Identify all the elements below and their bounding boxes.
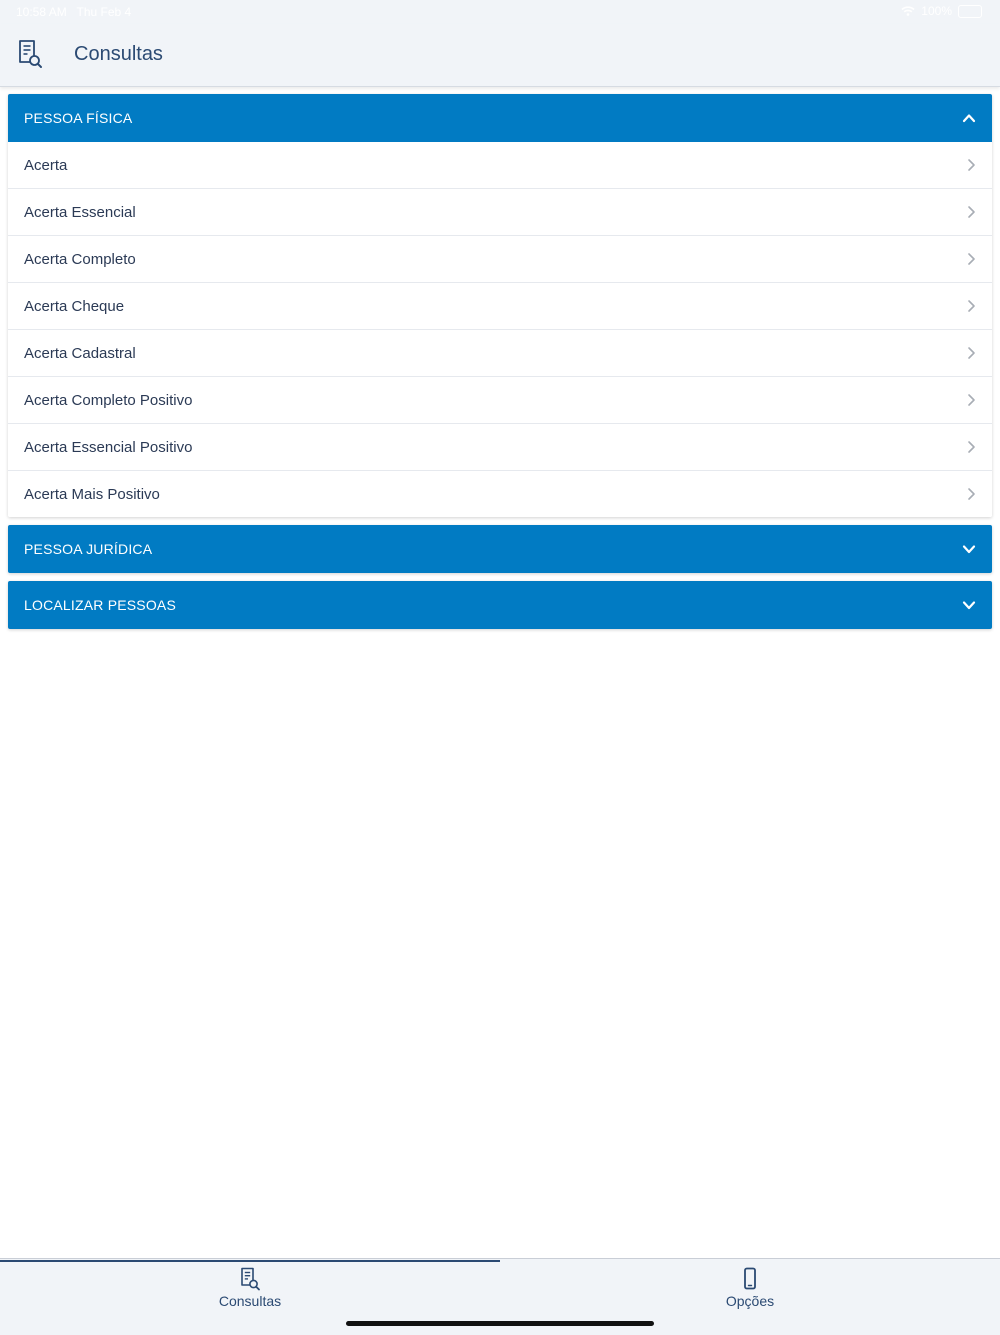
status-date-value: Thu Feb 4	[76, 5, 132, 19]
consultas-list	[8, 94, 992, 637]
list-item-acerta-essencial[interactable]	[8, 189, 992, 236]
tab-consultas[interactable]	[0, 1267, 500, 1315]
chevron-right-icon	[966, 487, 976, 501]
list-item-label: Acerta Cadastral	[24, 344, 136, 362]
battery-icon	[958, 5, 982, 18]
chevron-right-icon	[966, 205, 976, 219]
list-item-label: Acerta Cheque	[24, 297, 125, 315]
tab-label: Opções	[725, 1293, 775, 1309]
list-item-acerta-essencial-positivo[interactable]	[8, 424, 992, 471]
status-time	[16, 5, 131, 19]
section-header-localizar-pessoas[interactable]	[8, 581, 992, 629]
tab-label: Consultas	[218, 1293, 282, 1309]
home-indicator	[346, 1321, 654, 1326]
document-search-icon	[17, 39, 43, 69]
selected-tab-indicator	[0, 1260, 500, 1262]
page-title: Consultas	[74, 43, 163, 65]
section-pessoa-juridica	[8, 525, 992, 573]
section-header-pessoa-fisica[interactable]	[8, 94, 992, 142]
list-item-label: Acerta Mais Positivo	[24, 485, 160, 503]
section-localizar-pessoas	[8, 581, 992, 629]
section-pessoa-fisica	[8, 94, 992, 517]
chevron-right-icon	[966, 393, 976, 407]
chevron-right-icon	[966, 346, 976, 360]
tab-opcoes[interactable]	[500, 1267, 1000, 1315]
chevron-right-icon	[966, 252, 976, 266]
chevron-down-icon	[962, 542, 976, 556]
list-item-label: Acerta Essencial	[24, 203, 136, 221]
list-item-label: Acerta Essencial Positivo	[24, 438, 193, 456]
list-item-acerta-cadastral[interactable]	[8, 330, 992, 377]
status-bar	[0, 0, 1000, 24]
list-item-label: Acerta Completo	[24, 250, 136, 268]
section-header-pessoa-juridica[interactable]	[8, 525, 992, 573]
chevron-right-icon	[966, 299, 976, 313]
chevron-up-icon	[962, 111, 976, 125]
list-item-label: Acerta Completo Positivo	[24, 391, 193, 409]
battery-percent: 100%	[921, 4, 952, 18]
section-title: PESSOA FÍSICA	[24, 110, 133, 126]
top-header	[0, 24, 1000, 87]
section-title: PESSOA JURÍDICA	[24, 541, 153, 557]
list-item-acerta-completo-positivo[interactable]	[8, 377, 992, 424]
phone-icon	[739, 1267, 761, 1291]
list-item-acerta-mais-positivo[interactable]	[8, 471, 992, 517]
status-time-value: 10:58 AM	[16, 5, 67, 19]
section-title: LOCALIZAR PESSOAS	[24, 597, 177, 613]
chevron-right-icon	[966, 158, 976, 172]
chevron-down-icon	[962, 598, 976, 612]
wifi-icon	[901, 6, 915, 16]
list-item-acerta-cheque[interactable]	[8, 283, 992, 330]
list-item-acerta[interactable]	[8, 142, 992, 189]
chevron-right-icon	[966, 440, 976, 454]
list-item-acerta-completo[interactable]	[8, 236, 992, 283]
list-item-label: Acerta	[24, 156, 68, 174]
document-search-icon	[239, 1267, 261, 1291]
status-right	[901, 4, 982, 18]
